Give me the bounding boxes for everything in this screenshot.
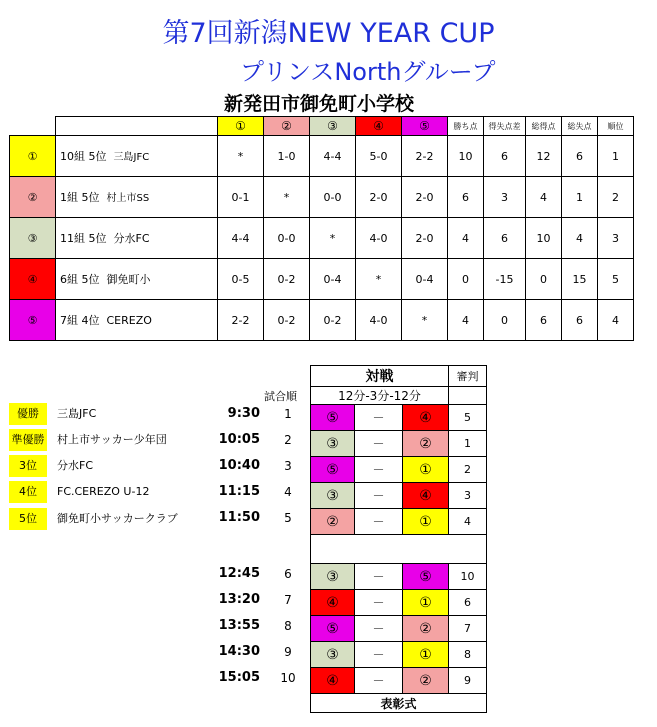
match-away: ① xyxy=(403,590,449,616)
match-row xyxy=(311,590,487,616)
result-cell: 0-4 xyxy=(310,259,356,300)
standing-item xyxy=(9,403,97,425)
match-away: ④ xyxy=(403,405,449,431)
team-name: 分水FC xyxy=(113,232,150,245)
match-row xyxy=(311,509,487,535)
stat-gf: 4 xyxy=(526,177,562,218)
stat-gf: 0 xyxy=(526,259,562,300)
stat-points: 10 xyxy=(448,136,484,177)
match-dash: － xyxy=(355,564,403,590)
result-cell: 4-4 xyxy=(218,218,264,259)
match-home: ⑤ xyxy=(311,616,355,642)
match-home: ③ xyxy=(311,431,355,457)
match-referee: 10 xyxy=(449,564,487,590)
match-row xyxy=(311,483,487,509)
league-row xyxy=(10,218,634,259)
match-home: ⑤ xyxy=(311,405,355,431)
team-number: ③ xyxy=(10,218,56,259)
ref-format-blank xyxy=(449,387,487,405)
match-time: 12:45 xyxy=(218,566,260,581)
match-row xyxy=(311,616,487,642)
standing-label: 3位 xyxy=(9,455,47,477)
result-cell: * xyxy=(264,177,310,218)
match-order: 2 xyxy=(284,433,292,447)
match-referee: 1 xyxy=(449,431,487,457)
header-team-2: ② xyxy=(264,117,310,136)
match-dash: － xyxy=(355,405,403,431)
result-cell: 2-0 xyxy=(402,218,448,259)
team-number: ① xyxy=(10,136,56,177)
team-group: 1組 5位 xyxy=(60,191,100,204)
match-referee: 4 xyxy=(449,509,487,535)
match-dash: － xyxy=(355,483,403,509)
stat-points: 0 xyxy=(448,259,484,300)
team-cell xyxy=(56,136,218,177)
stat-rank: 3 xyxy=(598,218,634,259)
match-order: 7 xyxy=(284,593,292,607)
result-cell: 0-0 xyxy=(310,177,356,218)
match-referee: 9 xyxy=(449,668,487,694)
header-goal-diff: 得失点差 xyxy=(484,117,526,136)
match-home: ② xyxy=(311,509,355,535)
standing-team: 分水FC xyxy=(57,459,94,472)
match-order: 8 xyxy=(284,619,292,633)
team-name: 三島JFC xyxy=(113,152,150,163)
result-cell: 5-0 xyxy=(356,136,402,177)
standing-item xyxy=(9,481,150,503)
match-away: ② xyxy=(403,616,449,642)
stat-ga: 4 xyxy=(562,218,598,259)
league-table xyxy=(9,116,634,341)
team-name: 御免町小 xyxy=(106,273,151,286)
match-referee: 8 xyxy=(449,642,487,668)
result-cell: * xyxy=(356,259,402,300)
match-dash: － xyxy=(355,431,403,457)
header-blank xyxy=(10,117,56,136)
result-cell: 2-0 xyxy=(402,177,448,218)
match-home: ⑤ xyxy=(311,457,355,483)
match-away: ④ xyxy=(403,483,449,509)
match-referee: 5 xyxy=(449,405,487,431)
match-away: ⑤ xyxy=(403,564,449,590)
team-name: CEREZO xyxy=(106,314,152,327)
league-row xyxy=(10,259,634,300)
match-referee: 2 xyxy=(449,457,487,483)
schedule-table xyxy=(310,365,487,713)
stat-points: 4 xyxy=(448,300,484,341)
header-goals-for: 総得点 xyxy=(526,117,562,136)
match-time: 11:50 xyxy=(218,510,260,525)
match-order: 1 xyxy=(284,407,292,421)
team-name: 村上市SS xyxy=(106,193,150,204)
match-dash: － xyxy=(355,457,403,483)
standing-label: 5位 xyxy=(9,508,47,530)
stat-rank: 2 xyxy=(598,177,634,218)
league-row xyxy=(10,177,634,218)
league-header-row xyxy=(10,117,634,136)
standing-team: FC.CEREZO U-12 xyxy=(57,485,150,498)
stat-ga: 6 xyxy=(562,300,598,341)
standing-team: 村上市サッカー少年団 xyxy=(57,433,167,446)
team-cell xyxy=(56,259,218,300)
stat-diff: 3 xyxy=(484,177,526,218)
result-cell: 0-2 xyxy=(310,300,356,341)
team-group: 6組 5位 xyxy=(60,273,100,286)
match-order: 4 xyxy=(284,485,292,499)
awards-ceremony: 表彰式 xyxy=(311,694,487,713)
break-gap xyxy=(311,535,487,564)
match-time: 14:30 xyxy=(218,644,260,659)
header-points: 勝ち点 xyxy=(448,117,484,136)
match-time: 10:05 xyxy=(218,432,260,447)
header-rank: 順位 xyxy=(598,117,634,136)
header-goals-against: 総失点 xyxy=(562,117,598,136)
league-row xyxy=(10,300,634,341)
team-number: ② xyxy=(10,177,56,218)
match-dash: － xyxy=(355,668,403,694)
match-time: 10:40 xyxy=(218,458,260,473)
match-dash: － xyxy=(355,616,403,642)
match-referee: 3 xyxy=(449,483,487,509)
result-cell: 1-0 xyxy=(264,136,310,177)
standing-label: 優勝 xyxy=(9,403,47,425)
group-subtitle: プリンスNorthグループ xyxy=(240,58,496,86)
match-order: 5 xyxy=(284,511,292,525)
match-referee: 7 xyxy=(449,616,487,642)
header-team xyxy=(56,117,218,136)
result-cell: * xyxy=(218,136,264,177)
standing-team: 御免町小サッカークラブ xyxy=(57,512,178,525)
stat-ga: 15 xyxy=(562,259,598,300)
stat-gf: 10 xyxy=(526,218,562,259)
match-home: ④ xyxy=(311,668,355,694)
result-cell: 0-4 xyxy=(402,259,448,300)
match-time: 13:20 xyxy=(218,592,260,607)
result-cell: 4-4 xyxy=(310,136,356,177)
ref-header: 審判 xyxy=(449,366,487,387)
result-cell: 0-5 xyxy=(218,259,264,300)
stat-diff: 6 xyxy=(484,218,526,259)
match-away: ① xyxy=(403,457,449,483)
team-cell xyxy=(56,300,218,341)
stat-ga: 6 xyxy=(562,136,598,177)
match-order: 10 xyxy=(280,671,296,685)
page-title: 第7回新潟NEW YEAR CUP xyxy=(162,18,495,49)
header-team-1: ① xyxy=(218,117,264,136)
stat-gf: 12 xyxy=(526,136,562,177)
team-number: ④ xyxy=(10,259,56,300)
stat-points: 4 xyxy=(448,218,484,259)
match-home: ③ xyxy=(311,564,355,590)
match-away: ② xyxy=(403,431,449,457)
header-team-5: ⑤ xyxy=(402,117,448,136)
result-cell: * xyxy=(310,218,356,259)
match-order: 6 xyxy=(284,567,292,581)
match-row xyxy=(311,668,487,694)
match-home: ③ xyxy=(311,642,355,668)
match-order: 3 xyxy=(284,459,292,473)
result-cell: 4-0 xyxy=(356,300,402,341)
stat-diff: -15 xyxy=(484,259,526,300)
stat-diff: 0 xyxy=(484,300,526,341)
team-group: 10組 5位 xyxy=(60,150,107,163)
result-cell: 0-0 xyxy=(264,218,310,259)
header-team-3: ③ xyxy=(310,117,356,136)
match-row xyxy=(311,405,487,431)
result-cell: 4-0 xyxy=(356,218,402,259)
match-header: 対戦 xyxy=(311,366,449,387)
footer-row xyxy=(311,694,487,713)
stat-rank: 5 xyxy=(598,259,634,300)
match-row xyxy=(311,564,487,590)
match-order: 9 xyxy=(284,645,292,659)
result-cell: 2-2 xyxy=(402,136,448,177)
team-group: 7組 4位 xyxy=(60,314,100,327)
league-row xyxy=(10,136,634,177)
match-dash: － xyxy=(355,590,403,616)
match-away: ② xyxy=(403,668,449,694)
match-row xyxy=(311,457,487,483)
match-time: 13:55 xyxy=(218,618,260,633)
standing-label: 4位 xyxy=(9,481,47,503)
match-home: ④ xyxy=(311,590,355,616)
team-group: 11組 5位 xyxy=(60,232,107,245)
result-cell: 0-2 xyxy=(264,259,310,300)
standing-team: 三島JFC xyxy=(57,407,97,420)
match-time: 11:15 xyxy=(218,484,260,499)
match-row xyxy=(311,642,487,668)
match-dash: － xyxy=(355,642,403,668)
match-away: ① xyxy=(403,642,449,668)
result-cell: 0-2 xyxy=(264,300,310,341)
match-row xyxy=(311,431,487,457)
standing-label: 準優勝 xyxy=(9,429,47,451)
stat-rank: 1 xyxy=(598,136,634,177)
match-dash: － xyxy=(355,509,403,535)
lunch-break-row xyxy=(311,535,487,564)
match-home: ③ xyxy=(311,483,355,509)
standing-item xyxy=(9,455,94,477)
header-team-4: ④ xyxy=(356,117,402,136)
result-cell: 0-1 xyxy=(218,177,264,218)
match-time: 9:30 xyxy=(227,406,260,421)
result-cell: 2-0 xyxy=(356,177,402,218)
stat-ga: 1 xyxy=(562,177,598,218)
stat-points: 6 xyxy=(448,177,484,218)
stat-diff: 6 xyxy=(484,136,526,177)
stat-rank: 4 xyxy=(598,300,634,341)
format-label: 12分-3分-12分 xyxy=(311,387,449,405)
result-cell: * xyxy=(402,300,448,341)
match-away: ① xyxy=(403,509,449,535)
team-cell xyxy=(56,177,218,218)
team-number: ⑤ xyxy=(10,300,56,341)
order-header: 試合順 xyxy=(264,390,297,403)
result-cell: 2-2 xyxy=(218,300,264,341)
standing-item xyxy=(9,508,178,530)
team-cell xyxy=(56,218,218,259)
match-referee: 6 xyxy=(449,590,487,616)
match-time: 15:05 xyxy=(218,670,260,685)
venue-title: 新発田市御免町小学校 xyxy=(224,93,415,115)
standing-item xyxy=(9,429,167,451)
stat-gf: 6 xyxy=(526,300,562,341)
